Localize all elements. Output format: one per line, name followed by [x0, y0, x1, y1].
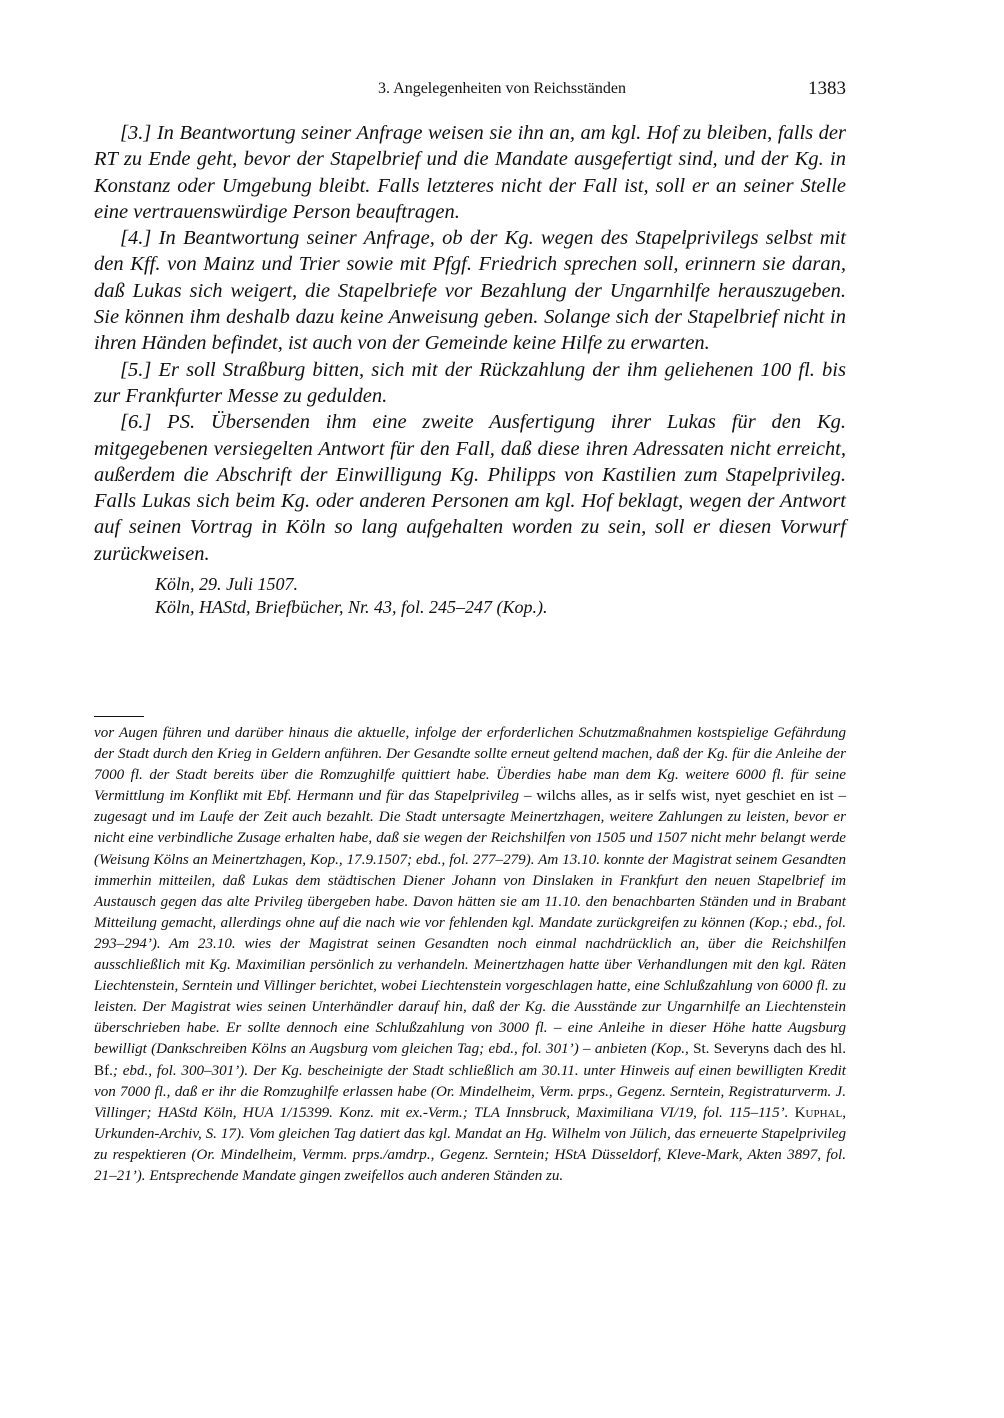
running-title: 3. Angelegenheiten von Reichsständen: [378, 80, 626, 97]
footnote-separator: [94, 716, 144, 717]
footnote-text-1: vor Augen führen und darüber hinaus die aktuelle, infolge der erforderlichen Schutzmaßnahmen kostspielige Gefährdung der Stadt durch den Krieg in Geldern anführen. Der Gesandte sollte erneut geltend machen, daß der Kg. für die Anleihe der 7000 fl. der Stadt bereits über die Romzughilfe quittiert habe. Überdies habe man dem Kg. weitere 6000 fl. für seine Vermittlung im Konflikt mit Ebf. Hermann und für das Stapelprivileg: [94, 725, 846, 805]
place-date: Köln, 29. Juli 1507.: [155, 574, 298, 595]
footnote-quote-1: – wilchs alles, as ir selfs wist, nyet geschiet en ist –: [523, 788, 846, 805]
page-number: 1383: [808, 78, 846, 99]
footnote-text-3: ; ebd., fol. 300–301’). Der Kg. bescheinigte der Stadt schließlich am 30.11. unter Hinweis auf einen bewilligten Kredit von 7000 fl., daß er ihr die Romzughilfe erlassen habe (Or. Mindelheim, Verm. prps., Gegenz. Serntein, Registraturverm. J. Villinger; HAStd Köln, HUA 1/15399. Konz. mit ex.-Verm.; TLA Innsbruck, Maximiliana VI/19, fol. 115–115’.: [94, 1062, 846, 1121]
dating-block: [155, 573, 846, 619]
paragraph-4: [4.] In Beantwortung seiner Anfrage, ob der Kg. wegen des Stapelprivilegs selbst mit den Kff. von Mainz und Trier sowie mit Pfgf. Friedrich sprechen soll, erinnern sie daran, daß Lukas sich weigert, die Stapelbriefe vor Bezahlung der Ungarnhilfe herauszugeben. Sie können ihm deshalb dazu keine Anweisung geben. Solange sich der Stapelbrief nicht in ihren Händen befindet, ist auch von der Gemeinde keine Hilfe zu erwarten.: [94, 227, 846, 355]
archival-source: Köln, HAStd, Briefbücher, Nr. 43, fol. 245–247 (Kop.).: [155, 597, 548, 618]
main-text: [94, 120, 846, 619]
paragraph-5: [5.] Er soll Straßburg bitten, sich mit der Rückzahlung der ihm geliehenen 100 fl. bis zur Frankfurter Messe zu gedulden.: [94, 358, 846, 407]
paragraph-3: [3.] In Beantwortung seiner Anfrage weisen sie ihn an, am kgl. Hof zu bleiben, falls der RT zu Ende geht, bevor der Stapelbrief und die Mandate ausgefertigt sind, und der Kg. in Konstanz oder Umgebung bleibt. Falls letzteres nicht der Fall ist, soll er an seiner Stelle eine vertrauenswürdige Person beauftragen.: [94, 122, 846, 223]
footnote: [94, 723, 846, 1187]
footnote-text-2: zugesagt und im Laufe der Zeit auch bezahlt. Die Stadt untersagte Meinertzhagen, weitere Zahlungen zu leisten, bevor er nicht eine verbindliche Zusage erhalten habe, daß sie wegen der Reichshilfen von 1505 und 1507 nicht mehr belangt werde (Weisung Kölns an Meinertzhagen, Kop., 17.9.1507; ebd., fol. 277–279). Am 13.10. konnte der Magistrat seinem Gesandten immerhin mitteilen, daß Lukas dem städtischen Diener Johann von Dinslaken in Frankfurt den neuen Stapelbrief im Austausch gegen das alte Privileg übergeben habe. Davon hätten sie am 11.10. den benachbarten Ständen und in Brabant Mitteilung gemacht, allerdings ohne auf die nach wie vor fehlenden kgl. Mandate zurückgreifen zu können (Kop.; ebd., fol. 293–294’). Am 23.10. wies der Magistrat seinen Gesandten noch einmal nachdrücklich an, über die Reichshilfen ausschließlich mit Kg. Maximilian persönlich zu verhandeln. Meinertzhagen hatte über Verhandlungen mit den kgl. Räten Liechtenstein, Serntein und Villinger berichtet, wobei Liechtenstein vorgeschlagen hatte, eine Schlußzahlung von 6000 fl. zu leisten. Der Magistrat wies seinen Unterhändler darauf hin, daß der Kg. die Ausstände zur Ungarnhilfe an Liechtenstein überschrieben habe. Er sollte dennoch eine Schlußzahlung von 3000 fl. – eine Anleihe in dieser Höhe hatte Augsburg bewilligt (Dankschreiben Kölns an Augsburg vom gleichen Tag; ebd., fol. 301’) – anbieten (Kop.,: [94, 809, 846, 1058]
paragraph-6: [6.] PS. Übersenden ihm eine zweite Ausfertigung ihrer Lukas für den Kg. mitgegebenen versiegelten Antwort für den Fall, daß diese ihren Adressaten nicht erreicht, außerdem die Abschrift der Einwilligung Kg. Philipps von Kastilien zum Stapelprivileg. Falls Lukas sich beim Kg. oder anderen Personen am kgl. Hof beklagt, wegen der Antwort auf seinen Vortrag in Köln so lang aufgehalten worden zu sein, soll er diesen Vorwurf zurückweisen.: [94, 411, 846, 565]
footnote-author: Kuphal: [794, 1104, 843, 1121]
footnote-text-4: , Urkunden-Archiv, S. 17). Vom gleichen Tag datiert das kgl. Mandat an Hg. Wilhelm von Jülich, das erneuerte Stapelprivileg zu respektieren (Or. Mindelheim, Vermm. prps./amdrp., Gegenz. Serntein; HStA Düsseldorf, Kleve-Mark, Akten 3897, fol. 21–21’). Entsprechende Mandate gingen zweifellos auch anderen Ständen zu.: [94, 1104, 846, 1184]
footnote-quote-2: St. Severyns dach des hl. Bf.: [94, 1041, 847, 1079]
